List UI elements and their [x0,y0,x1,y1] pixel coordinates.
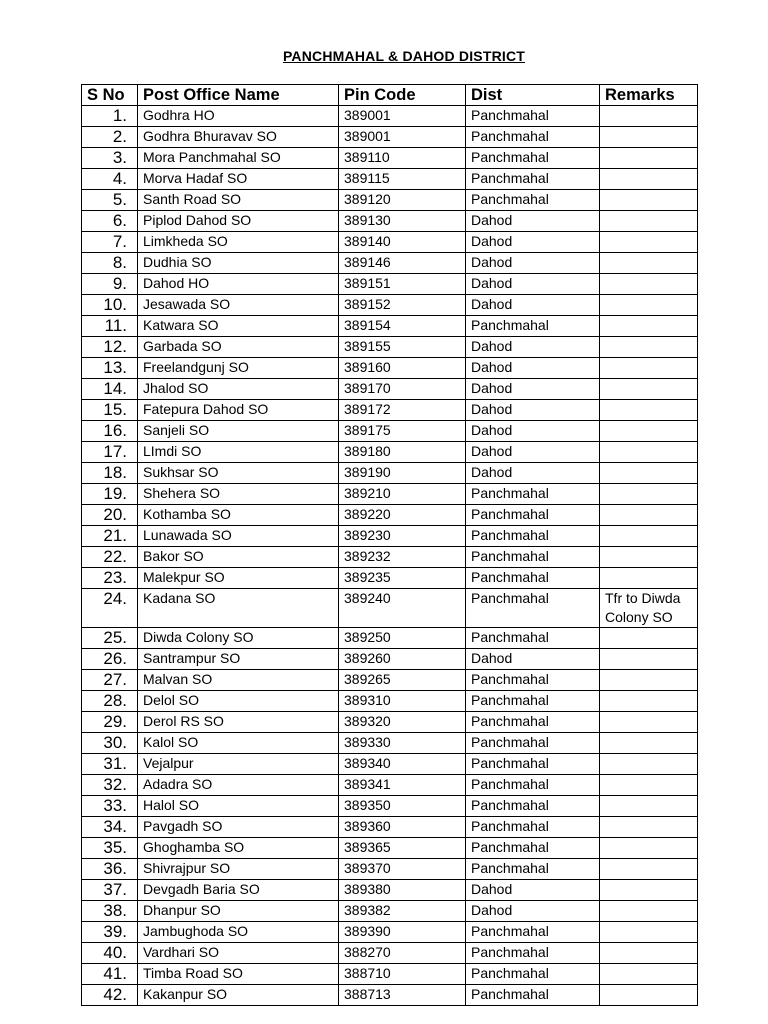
cell-pin-code: 389230 [339,526,466,547]
cell-remarks [600,337,698,358]
cell-post-office-name: Dudhia SO [138,253,339,274]
header-post-office-name: Post Office Name [138,85,339,106]
cell-sno: 6. [82,211,138,232]
cell-dist: Dahod [466,358,600,379]
cell-pin-code: 388710 [339,964,466,985]
cell-pin-code: 389172 [339,400,466,421]
document-title: PANCHMAHAL & DAHOD DISTRICT [282,48,526,64]
cell-dist: Panchmahal [466,733,600,754]
cell-remarks [600,421,698,442]
cell-pin-code: 389320 [339,712,466,733]
cell-dist: Panchmahal [466,148,600,169]
cell-remarks [600,274,698,295]
cell-remarks [600,691,698,712]
cell-pin-code: 389154 [339,316,466,337]
cell-sno: 36. [82,859,138,880]
table-row [82,796,698,817]
cell-pin-code: 389170 [339,379,466,400]
cell-sno: 34. [82,817,138,838]
cell-pin-code: 389130 [339,211,466,232]
cell-dist: Dahod [466,649,600,670]
cell-sno: 4. [82,169,138,190]
cell-dist: Panchmahal [466,817,600,838]
table-row [82,943,698,964]
table-body [82,106,698,1006]
cell-dist: Panchmahal [466,754,600,775]
cell-pin-code: 389250 [339,628,466,649]
table-row [82,922,698,943]
cell-dist: Panchmahal [466,484,600,505]
table-row [82,484,698,505]
cell-remarks [600,169,698,190]
cell-post-office-name: Sukhsar SO [138,463,339,484]
cell-dist: Panchmahal [466,526,600,547]
cell-post-office-name: LImdi SO [138,442,339,463]
table-row [82,985,698,1006]
cell-dist: Panchmahal [466,859,600,880]
cell-remarks [600,712,698,733]
cell-post-office-name: Vejalpur [138,754,339,775]
table-row [82,190,698,211]
header-sno: S No [82,85,138,106]
cell-post-office-name: Freelandgunj SO [138,358,339,379]
cell-post-office-name: Kadana SO [138,589,339,628]
cell-post-office-name: Katwara SO [138,316,339,337]
cell-remarks [600,400,698,421]
cell-pin-code: 389265 [339,670,466,691]
cell-remarks [600,379,698,400]
cell-remarks [600,127,698,148]
cell-remarks [600,796,698,817]
table-row [82,628,698,649]
cell-sno: 41. [82,964,138,985]
cell-dist: Panchmahal [466,169,600,190]
cell-sno: 11. [82,316,138,337]
cell-pin-code: 389190 [339,463,466,484]
table-row [82,316,698,337]
cell-pin-code: 389341 [339,775,466,796]
cell-post-office-name: Timba Road SO [138,964,339,985]
cell-remarks [600,649,698,670]
cell-dist: Dahod [466,463,600,484]
cell-dist: Dahod [466,379,600,400]
cell-post-office-name: Vardhari SO [138,943,339,964]
cell-pin-code: 389365 [339,838,466,859]
cell-sno: 26. [82,649,138,670]
cell-pin-code: 389340 [339,754,466,775]
cell-sno: 21. [82,526,138,547]
cell-pin-code: 389382 [339,901,466,922]
table-row [82,733,698,754]
cell-dist: Dahod [466,232,600,253]
table-row [82,421,698,442]
cell-pin-code: 389240 [339,589,466,628]
cell-post-office-name: Morva Hadaf SO [138,169,339,190]
cell-post-office-name: Shehera SO [138,484,339,505]
cell-pin-code: 389390 [339,922,466,943]
cell-pin-code: 388713 [339,985,466,1006]
cell-dist: Panchmahal [466,127,600,148]
cell-sno: 35. [82,838,138,859]
cell-remarks [600,838,698,859]
table-row [82,211,698,232]
cell-dist: Dahod [466,337,600,358]
cell-post-office-name: Malekpur SO [138,568,339,589]
cell-post-office-name: Jesawada SO [138,295,339,316]
cell-post-office-name: Dhanpur SO [138,901,339,922]
cell-sno: 24. [82,589,138,628]
header-pin-code: Pin Code [339,85,466,106]
cell-post-office-name: Derol RS SO [138,712,339,733]
table-row [82,127,698,148]
cell-pin-code: 389360 [339,817,466,838]
cell-dist: Dahod [466,211,600,232]
cell-dist: Dahod [466,274,600,295]
table-row [82,442,698,463]
cell-sno: 39. [82,922,138,943]
cell-post-office-name: Santrampur SO [138,649,339,670]
table-row [82,547,698,568]
cell-dist: Panchmahal [466,985,600,1006]
cell-post-office-name: Pavgadh SO [138,817,339,838]
cell-dist: Panchmahal [466,670,600,691]
table-row [82,400,698,421]
cell-sno: 30. [82,733,138,754]
cell-post-office-name: Godhra HO [138,106,339,127]
cell-remarks [600,733,698,754]
table-row [82,253,698,274]
cell-post-office-name: Mora Panchmahal SO [138,148,339,169]
cell-dist: Panchmahal [466,943,600,964]
cell-remarks [600,106,698,127]
cell-dist: Panchmahal [466,106,600,127]
cell-dist: Panchmahal [466,796,600,817]
cell-post-office-name: Kothamba SO [138,505,339,526]
cell-sno: 1. [82,106,138,127]
cell-post-office-name: Piplod Dahod SO [138,211,339,232]
cell-remarks [600,463,698,484]
cell-sno: 25. [82,628,138,649]
table-row [82,106,698,127]
cell-dist: Dahod [466,400,600,421]
header-dist: Dist [466,85,600,106]
cell-sno: 28. [82,691,138,712]
cell-remarks [600,943,698,964]
cell-remarks [600,190,698,211]
cell-sno: 2. [82,127,138,148]
cell-pin-code: 389175 [339,421,466,442]
cell-remarks: Tfr to Diwda Colony SO [600,589,698,628]
cell-dist: Panchmahal [466,568,600,589]
cell-sno: 5. [82,190,138,211]
cell-remarks [600,358,698,379]
table-row [82,670,698,691]
cell-pin-code: 389370 [339,859,466,880]
table-row [82,232,698,253]
cell-remarks [600,628,698,649]
table-row [82,859,698,880]
cell-post-office-name: Santh Road SO [138,190,339,211]
cell-pin-code: 389001 [339,127,466,148]
cell-remarks [600,880,698,901]
cell-dist: Panchmahal [466,190,600,211]
table-row [82,838,698,859]
cell-sno: 3. [82,148,138,169]
cell-remarks [600,754,698,775]
cell-dist: Panchmahal [466,628,600,649]
cell-dist: Dahod [466,442,600,463]
cell-post-office-name: Lunawada SO [138,526,339,547]
cell-sno: 22. [82,547,138,568]
cell-sno: 33. [82,796,138,817]
table-row [82,148,698,169]
cell-sno: 9. [82,274,138,295]
cell-pin-code: 389110 [339,148,466,169]
cell-pin-code: 389140 [339,232,466,253]
cell-post-office-name: Diwda Colony SO [138,628,339,649]
cell-pin-code: 389151 [339,274,466,295]
table-header-row [82,85,698,106]
cell-pin-code: 389220 [339,505,466,526]
cell-remarks [600,817,698,838]
cell-pin-code: 389380 [339,880,466,901]
table-row [82,274,698,295]
cell-sno: 7. [82,232,138,253]
cell-remarks [600,484,698,505]
table-row [82,358,698,379]
header-remarks: Remarks [600,85,698,106]
cell-pin-code: 389152 [339,295,466,316]
cell-dist: Panchmahal [466,547,600,568]
cell-remarks [600,859,698,880]
cell-pin-code: 389001 [339,106,466,127]
cell-remarks [600,922,698,943]
cell-sno: 42. [82,985,138,1006]
cell-dist: Panchmahal [466,316,600,337]
cell-post-office-name: Jambughoda SO [138,922,339,943]
cell-pin-code: 389146 [339,253,466,274]
cell-post-office-name: Limkheda SO [138,232,339,253]
table-row [82,463,698,484]
cell-dist: Panchmahal [466,922,600,943]
cell-remarks [600,148,698,169]
cell-dist: Dahod [466,253,600,274]
cell-dist: Dahod [466,295,600,316]
cell-sno: 10. [82,295,138,316]
cell-post-office-name: Malvan SO [138,670,339,691]
cell-remarks [600,253,698,274]
cell-post-office-name: Bakor SO [138,547,339,568]
cell-sno: 23. [82,568,138,589]
cell-sno: 32. [82,775,138,796]
cell-sno: 27. [82,670,138,691]
table-row [82,691,698,712]
cell-sno: 14. [82,379,138,400]
cell-dist: Panchmahal [466,838,600,859]
post-office-table [81,84,698,1006]
cell-post-office-name: Dahod HO [138,274,339,295]
cell-pin-code: 389115 [339,169,466,190]
cell-sno: 19. [82,484,138,505]
table-row [82,589,698,628]
cell-post-office-name: Kalol SO [138,733,339,754]
cell-remarks [600,232,698,253]
cell-dist: Panchmahal [466,505,600,526]
table-row [82,880,698,901]
cell-sno: 8. [82,253,138,274]
cell-pin-code: 389350 [339,796,466,817]
table-row [82,775,698,796]
cell-remarks [600,670,698,691]
cell-dist: Dahod [466,880,600,901]
cell-pin-code: 389155 [339,337,466,358]
table-row [82,295,698,316]
cell-sno: 31. [82,754,138,775]
table-row [82,337,698,358]
table-row [82,754,698,775]
cell-remarks [600,964,698,985]
cell-pin-code: 389120 [339,190,466,211]
cell-sno: 18. [82,463,138,484]
cell-pin-code: 389210 [339,484,466,505]
cell-post-office-name: Kakanpur SO [138,985,339,1006]
cell-sno: 40. [82,943,138,964]
cell-pin-code: 389330 [339,733,466,754]
cell-sno: 29. [82,712,138,733]
cell-sno: 12. [82,337,138,358]
cell-pin-code: 389260 [339,649,466,670]
table-row [82,568,698,589]
cell-sno: 16. [82,421,138,442]
cell-sno: 20. [82,505,138,526]
cell-dist: Panchmahal [466,964,600,985]
cell-remarks [600,442,698,463]
cell-post-office-name: Halol SO [138,796,339,817]
cell-dist: Dahod [466,421,600,442]
cell-dist: Panchmahal [466,589,600,628]
cell-post-office-name: Delol SO [138,691,339,712]
cell-dist: Dahod [466,901,600,922]
table-row [82,817,698,838]
cell-sno: 37. [82,880,138,901]
table-row [82,526,698,547]
table-row [82,964,698,985]
cell-pin-code: 389310 [339,691,466,712]
cell-remarks [600,568,698,589]
cell-remarks [600,775,698,796]
cell-remarks [600,985,698,1006]
cell-post-office-name: Fatepura Dahod SO [138,400,339,421]
cell-remarks [600,505,698,526]
cell-sno: 17. [82,442,138,463]
cell-dist: Panchmahal [466,712,600,733]
cell-pin-code: 389180 [339,442,466,463]
table-row [82,505,698,526]
cell-dist: Panchmahal [466,691,600,712]
table-row [82,901,698,922]
cell-sno: 38. [82,901,138,922]
cell-sno: 15. [82,400,138,421]
cell-pin-code: 389160 [339,358,466,379]
cell-post-office-name: Godhra Bhuravav SO [138,127,339,148]
cell-post-office-name: Jhalod SO [138,379,339,400]
cell-pin-code: 389232 [339,547,466,568]
cell-pin-code: 389235 [339,568,466,589]
cell-remarks [600,526,698,547]
cell-remarks [600,547,698,568]
cell-post-office-name: Shivrajpur SO [138,859,339,880]
cell-remarks [600,901,698,922]
cell-post-office-name: Ghoghamba SO [138,838,339,859]
cell-post-office-name: Adadra SO [138,775,339,796]
cell-post-office-name: Garbada SO [138,337,339,358]
table-row [82,169,698,190]
cell-pin-code: 388270 [339,943,466,964]
cell-remarks [600,211,698,232]
cell-remarks [600,295,698,316]
cell-dist: Panchmahal [466,775,600,796]
cell-post-office-name: Sanjeli SO [138,421,339,442]
cell-post-office-name: Devgadh Baria SO [138,880,339,901]
table-row [82,379,698,400]
cell-sno: 13. [82,358,138,379]
table-row [82,712,698,733]
cell-remarks [600,316,698,337]
table-row [82,649,698,670]
